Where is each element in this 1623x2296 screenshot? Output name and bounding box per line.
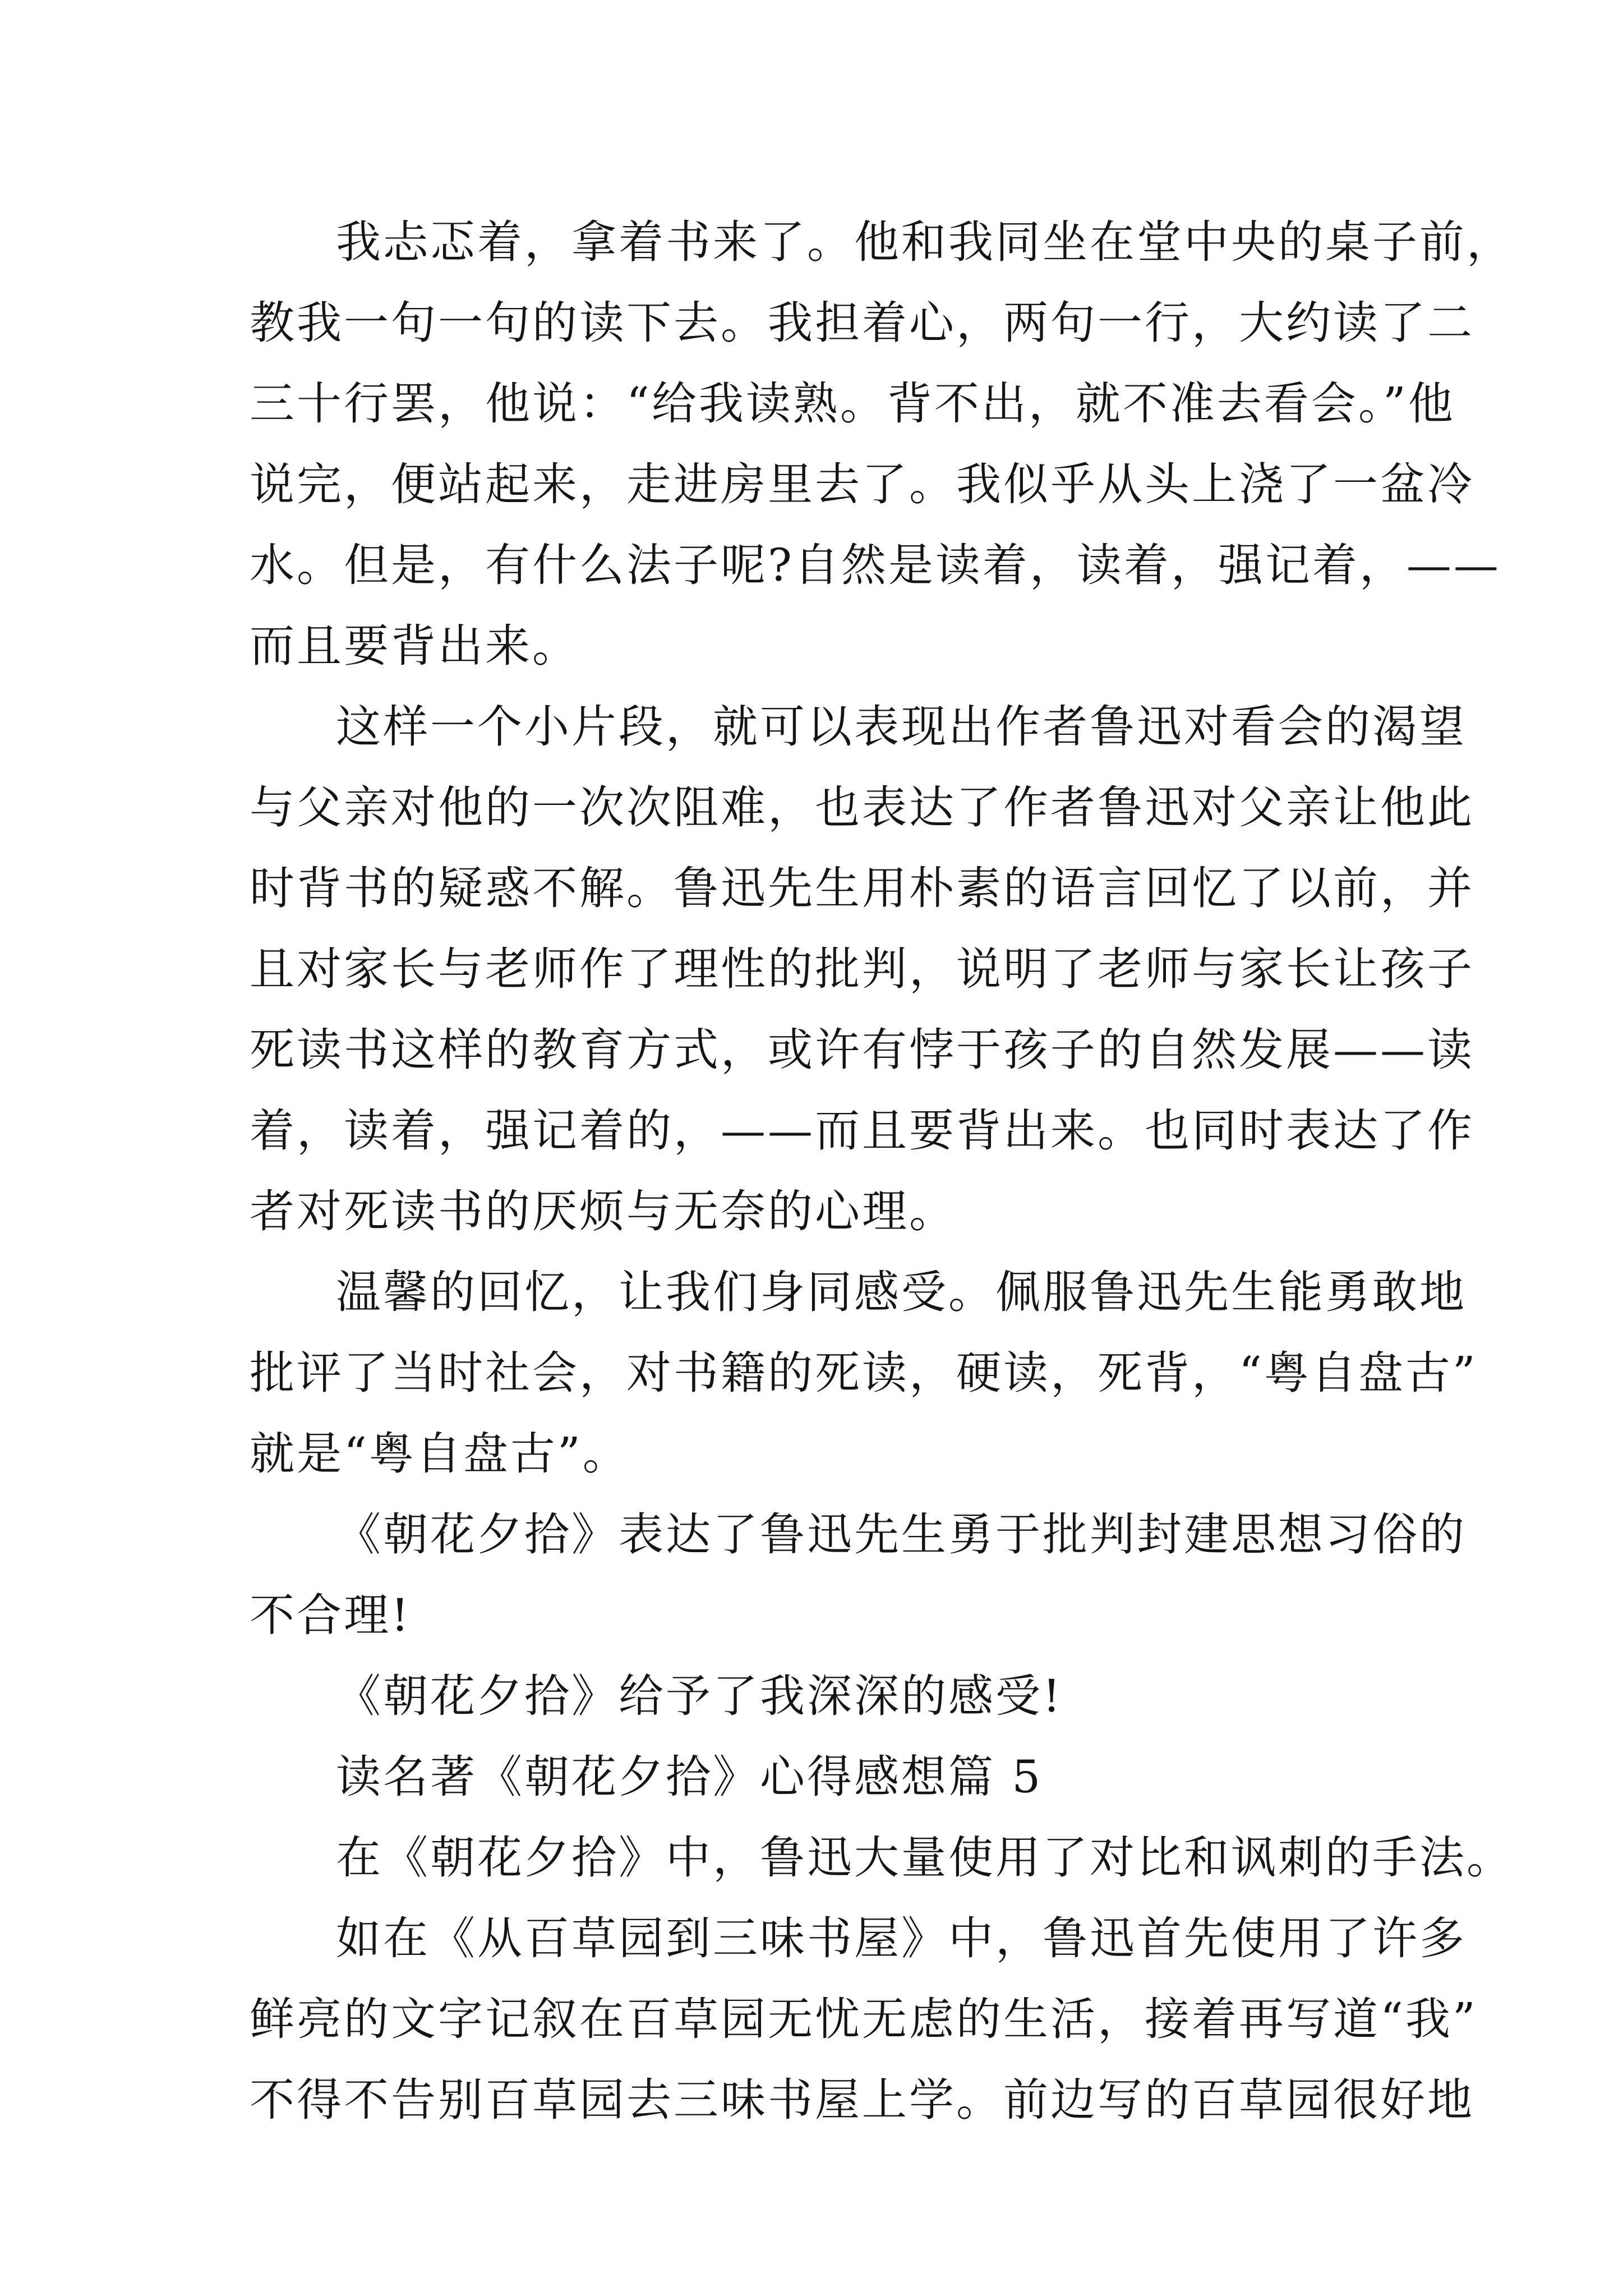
text-line: 这样一个小片段，就可以表现出作者鲁迅对看会的渴望 <box>336 701 1467 753</box>
text-line: 我忐忑着，拿着书来了。他和我同坐在堂中央的桌子前， <box>336 216 1514 268</box>
text-line: 而且要背出来。 <box>250 620 579 672</box>
text-line: 死读书这样的教育方式，或许有悖于孩子的自然发展——读 <box>250 1024 1474 1076</box>
document-body <box>250 202 1514 2141</box>
text-line: 三十行罢，他说：“给我读熟。背不出，就不准去看会。”他 <box>250 378 1455 430</box>
text-line: 说完，便站起来，走进房里去了。我似乎从头上浇了一盆冷 <box>250 458 1474 510</box>
text-line: 《朝花夕拾》表达了鲁迅先生勇于批判封建思想习俗的 <box>336 1508 1467 1561</box>
text-line: 在《朝花夕拾》中，鲁迅大量使用了对比和讽刺的手法。 <box>336 1832 1514 1884</box>
text-line: 时背书的疑惑不解。鲁迅先生用朴素的语言回忆了以前，并 <box>250 862 1474 914</box>
text-line: 水。但是，有什么法子呢?自然是读着，读着，强记着，—— <box>250 539 1501 591</box>
text-line: 温馨的回忆，让我们身同感受。佩服鲁迅先生能勇敢地 <box>336 1266 1467 1318</box>
text-line: 教我一句一句的读下去。我担着心，两句一行，大约读了二 <box>250 297 1474 349</box>
text-line: 且对家长与老师作了理性的批判，说明了老师与家长让孩子 <box>250 943 1474 995</box>
text-line: 鲜亮的文字记叙在百草园无忧无虑的生活，接着再写道“我” <box>250 1993 1478 2045</box>
section-heading: 读名著《朝花夕拾》心得感想篇 5 <box>336 1751 1043 1803</box>
text-line: 《朝花夕拾》给予了我深深的感受! <box>336 1670 1063 1722</box>
text-line: 着，读着，强记着的，——而且要背出来。也同时表达了作 <box>250 1105 1474 1157</box>
text-line: 者对死读书的厌烦与无奈的心理。 <box>250 1185 956 1237</box>
text-line: 就是“粤自盘古”。 <box>250 1428 630 1480</box>
text-line: 如在《从百草园到三味书屋》中，鲁迅首先使用了许多 <box>336 1912 1467 1964</box>
text-line: 批评了当时社会，对书籍的死读，硬读，死背，“粤自盘古” <box>250 1347 1478 1399</box>
text-line: 不得不告别百草园去三味书屋上学。前边写的百草园很好地 <box>250 2074 1474 2126</box>
text-line: 与父亲对他的一次次阻难，也表达了作者鲁迅对父亲让他此 <box>250 781 1474 834</box>
text-line: 不合理! <box>250 1589 412 1641</box>
